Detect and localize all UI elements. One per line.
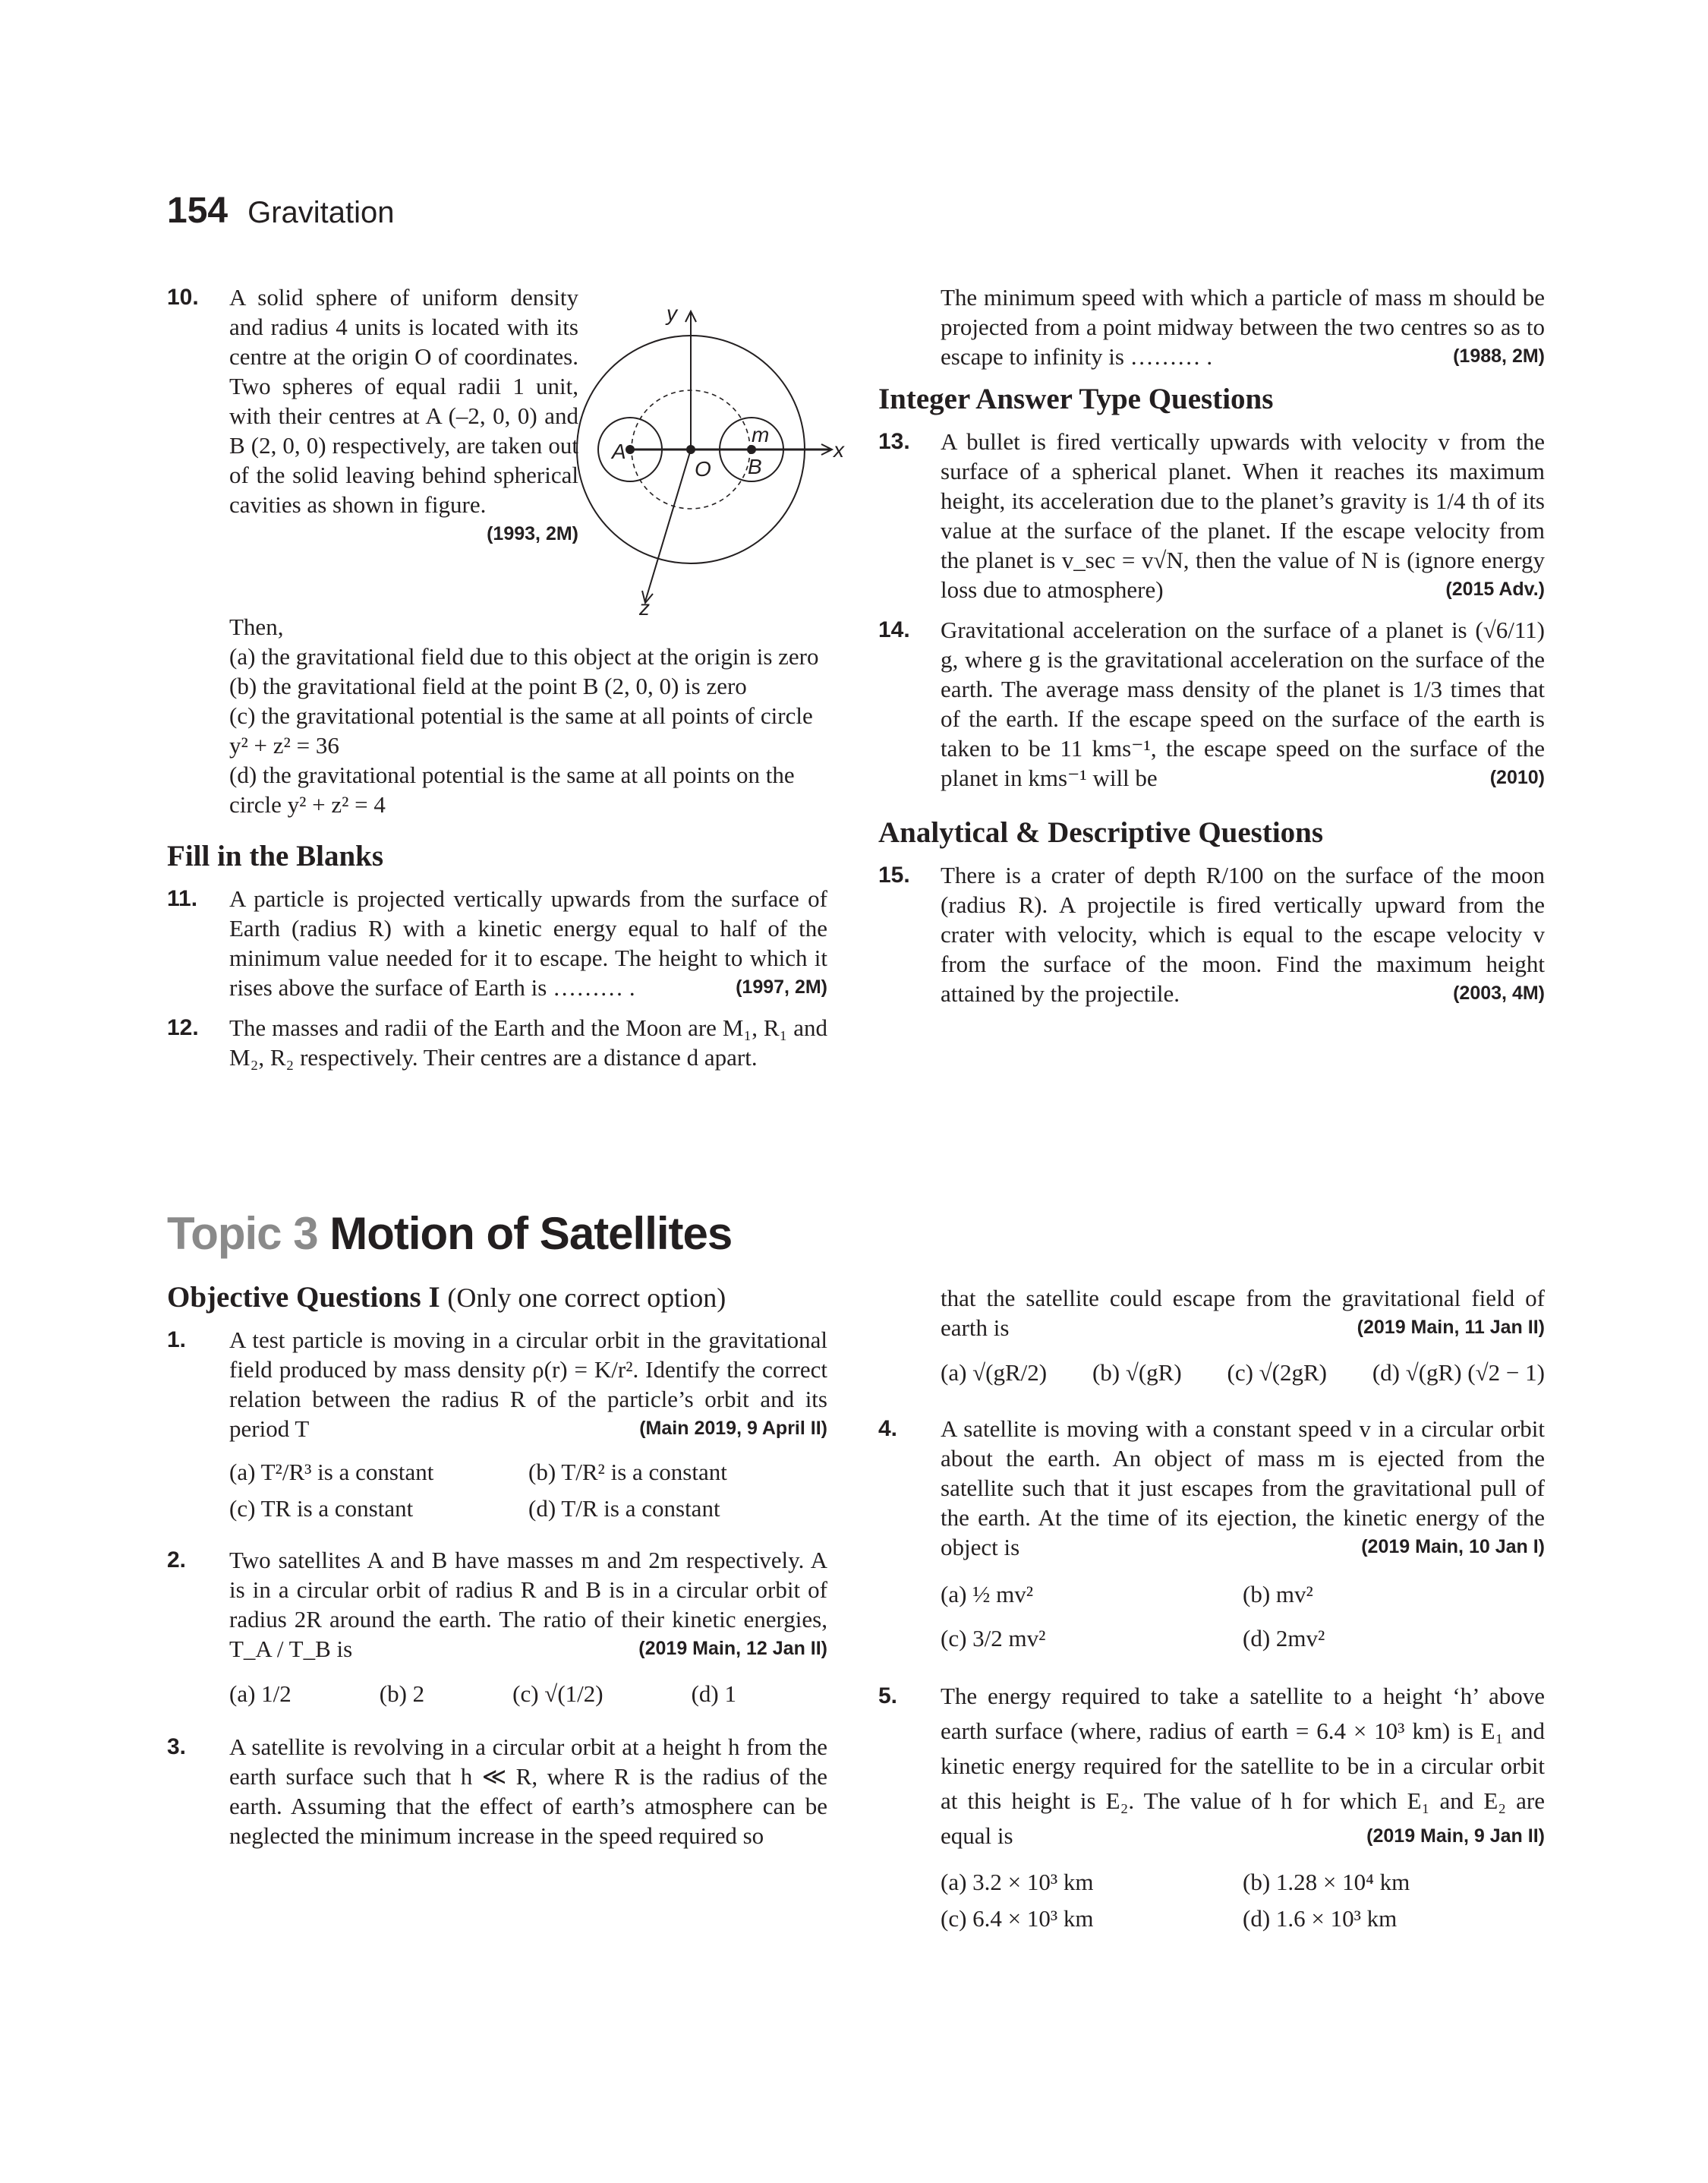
option-a: (a) ½ mv² <box>941 1581 1034 1607</box>
option-b: (b) √(gR) <box>1092 1359 1182 1386</box>
right-column-top <box>878 282 1545 1019</box>
question-4 <box>878 1414 1545 1562</box>
question-source: (2003, 4M) <box>1453 983 1545 1004</box>
question-number: 5. <box>878 1683 898 1708</box>
question-source: (2015 Adv.) <box>1445 579 1545 600</box>
option-d: (d) the gravitational potential is the same at all points on the circle y² + z² = 4 <box>229 762 795 818</box>
question-text: A solid sphere of uniform density and radius 4 units is located with its centre at the origin O of coordinates. Two spheres of equal radii 1 unit, with their centres at A (–2, 0, 0) and B (2, 0, 0) respectively, are taken out of the solid leaving behind spherical cavities as shown in figure. <box>229 284 578 518</box>
question-3 <box>167 1732 827 1850</box>
option-c: (c) the gravitational potential is the same at all points of circle y² + z² = 36 <box>229 702 813 759</box>
option-a: (a) T²/R³ is a constant <box>229 1459 434 1485</box>
question-12 <box>167 1013 827 1072</box>
cavity-sphere-figure <box>539 298 844 620</box>
topic-label: Topic 3 <box>167 1208 318 1259</box>
label-b: B <box>748 455 762 478</box>
question-15 <box>878 860 1545 1008</box>
objective-subheading: (Only one correct option) <box>447 1282 726 1313</box>
question-text: Two satellites A and B have masses m and 2m respectively. A is in a circular orbit of radius R and B is in a circular orbit of radius 2R around the earth. The ratio of their kinetic energies, T_A / T_B is <box>229 1547 827 1662</box>
question-10 <box>167 282 844 620</box>
point-o <box>686 445 695 454</box>
option-c: (c) 3/2 mv² <box>941 1625 1046 1651</box>
question-2 <box>167 1545 827 1664</box>
question-source: (1988, 2M) <box>1453 345 1545 367</box>
option-d: (d) 1 <box>691 1680 736 1707</box>
question-text: A satellite is moving with a constant speed v in a circular orbit about the earth. An object of mass m is ejected from the satellite such that it just escapes from the gravitational pull of the earth. At the time of its ejection, the kinetic energy of the object is <box>941 1415 1545 1560</box>
question-3-options <box>878 1353 1545 1393</box>
question-text: The masses and radii of the Earth and the Moon are M₁, R₁ and M₂, R₂ respectively. Their centres are a distance d apart. <box>229 1014 827 1071</box>
option-a: (a) 3.2 × 10³ km <box>941 1869 1094 1895</box>
page-number: 154 <box>167 191 228 231</box>
option-b: (b) 1.28 × 10⁴ km <box>1243 1869 1410 1895</box>
option-d: (d) T/R is a constant <box>528 1495 720 1522</box>
question-text: The minimum speed with which a particle of mass m should be projected from a point midway between the two centres so as to escape to infinity is ……… . <box>941 284 1545 370</box>
question-source: (1997, 2M) <box>736 976 827 998</box>
then-label: Then, <box>229 614 284 640</box>
question-number: 1. <box>167 1327 187 1352</box>
option-d: (d) 1.6 × 10³ km <box>1243 1905 1398 1932</box>
point-a <box>626 445 635 454</box>
label-o: O <box>695 457 711 481</box>
question-text: A bullet is fired vertically upwards with velocity v from the surface of a spherical planet. When it reaches its maximum height, its acceleration due to the planet’s gravity is 1/4 th of its value at the surface of the planet. If the escape velocity from the planet is v_sec = v√N, then the value of N is (ignore energy loss due to atmosphere) <box>941 428 1545 603</box>
question-number: 12. <box>167 1015 199 1040</box>
right-column-bottom <box>878 1283 1545 1937</box>
question-12-continued <box>878 282 1545 371</box>
question-4-options <box>878 1573 1545 1661</box>
question-number: 11. <box>167 886 198 911</box>
question-source: (2010) <box>1489 767 1545 788</box>
question-source: (1993, 2M) <box>487 523 578 544</box>
question-number: 14. <box>878 617 910 642</box>
option-d: (d) 2mv² <box>1243 1625 1325 1651</box>
page-header <box>167 190 395 232</box>
section-heading-fill-blanks: Fill in the Blanks <box>167 840 383 872</box>
question-source: (2019 Main, 9 Jan II) <box>1366 1825 1545 1847</box>
option-b: (b) the gravitational field at the point B (2, 0, 0) is zero <box>229 673 747 699</box>
option-b: (b) mv² <box>1243 1581 1313 1607</box>
question-3-continued <box>878 1283 1545 1342</box>
section-heading-analytical: Analytical & Descriptive Questions <box>878 816 1324 849</box>
question-text: A test particle is moving in a circular orbit in the gravitational field produced by mass density ρ(r) = K/r². Identify the correct relation between the radius R of the particle’s orbit and its period T <box>229 1327 827 1442</box>
label-x: x <box>834 438 844 462</box>
question-text-wrap <box>229 282 578 544</box>
question-source: (2019 Main, 11 Jan II) <box>1357 1317 1545 1338</box>
option-a: (a) 1/2 <box>229 1680 291 1707</box>
option-c: (c) √(2gR) <box>1227 1359 1327 1386</box>
question-number: 3. <box>167 1734 187 1759</box>
objective-heading: Objective Questions I <box>167 1281 440 1314</box>
question-number: 15. <box>878 863 910 888</box>
question-1-options <box>167 1454 827 1527</box>
question-5-options <box>878 1864 1545 1937</box>
topic-heading <box>167 1207 732 1260</box>
question-number: 4. <box>878 1416 898 1441</box>
option-a: (a) √(gR/2) <box>941 1359 1048 1386</box>
question-number: 10. <box>167 285 199 310</box>
question-text: The energy required to take a satellite to a height ‘h’ above earth surface (where, radius of earth = 6.4 × 10³ km) is E₁ and kinetic energy required for the satellite to be in a circular orbit at this height is E₂. The value of h for which E₁ and E₂ are equal is <box>941 1683 1545 1849</box>
topic-title: Motion of Satellites <box>329 1208 733 1259</box>
label-m: m <box>752 423 770 446</box>
label-a: A <box>612 440 626 463</box>
option-b: (b) 2 <box>379 1680 425 1707</box>
option-b: (b) T/R² is a constant <box>528 1459 727 1485</box>
option-c: (c) TR is a constant <box>229 1495 414 1522</box>
option-d: (d) √(gR) (√2 − 1) <box>1372 1359 1545 1386</box>
chapter-title: Gravitation <box>247 196 395 229</box>
option-c: (c) √(1/2) <box>512 1680 603 1707</box>
question-2-options <box>167 1674 827 1714</box>
question-text: Gravitational acceleration on the surface of a planet is (√6/11) g, where g is the gravitational acceleration on the surface of the earth. The average mass density of the planet is 1/3 times that of the earth. If the escape speed on the surface of the earth is taken to be 11 kms⁻¹, the escape speed on the surface of the planet in kms⁻¹ will be <box>941 617 1545 791</box>
question-13 <box>878 427 1545 604</box>
left-column-top <box>167 282 844 1083</box>
question-text: A satellite is revolving in a circular orbit at a height h from the earth surface such that h ≪ R, where R is the radius of the earth. Assuming that the effect of earth’s atmosphere can be neglected the minimum increase in the speed required so <box>229 1733 827 1849</box>
question-14 <box>878 615 1545 793</box>
section-heading-integer: Integer Answer Type Questions <box>878 383 1274 415</box>
option-a: (a) the gravitational field due to this object at the origin is zero <box>229 643 819 670</box>
question-source: (2019 Main, 12 Jan II) <box>638 1638 827 1659</box>
question-text: A particle is projected vertically upwards from the surface of Earth (radius R) with a kinetic energy equal to half of the minimum value needed for it to escape. The height to which it rises above the surface of Earth is ……… . <box>229 885 827 1001</box>
section-heading-objective <box>167 1280 827 1314</box>
left-column-bottom <box>167 1276 827 1861</box>
question-number: 2. <box>167 1547 187 1573</box>
question-number: 13. <box>878 429 910 454</box>
question-1 <box>167 1325 827 1443</box>
question-5 <box>878 1679 1545 1853</box>
label-y: y <box>666 301 677 325</box>
label-z: z <box>639 596 650 620</box>
question-source: (Main 2019, 9 April II) <box>639 1418 827 1439</box>
question-text: that the satellite could escape from the gravitational field of earth is <box>941 1285 1545 1341</box>
option-c: (c) 6.4 × 10³ km <box>941 1905 1094 1932</box>
question-source: (2019 Main, 10 Jan I) <box>1361 1536 1545 1557</box>
question-11 <box>167 884 827 1002</box>
question-text: There is a crater of depth R/100 on the surface of the moon (radius R). A projectile is fired vertically upward from the crater with velocity, which is equal to the escape velocity v from the surface of the moon. Find the maximum height attained by the projectile. <box>941 862 1545 1007</box>
